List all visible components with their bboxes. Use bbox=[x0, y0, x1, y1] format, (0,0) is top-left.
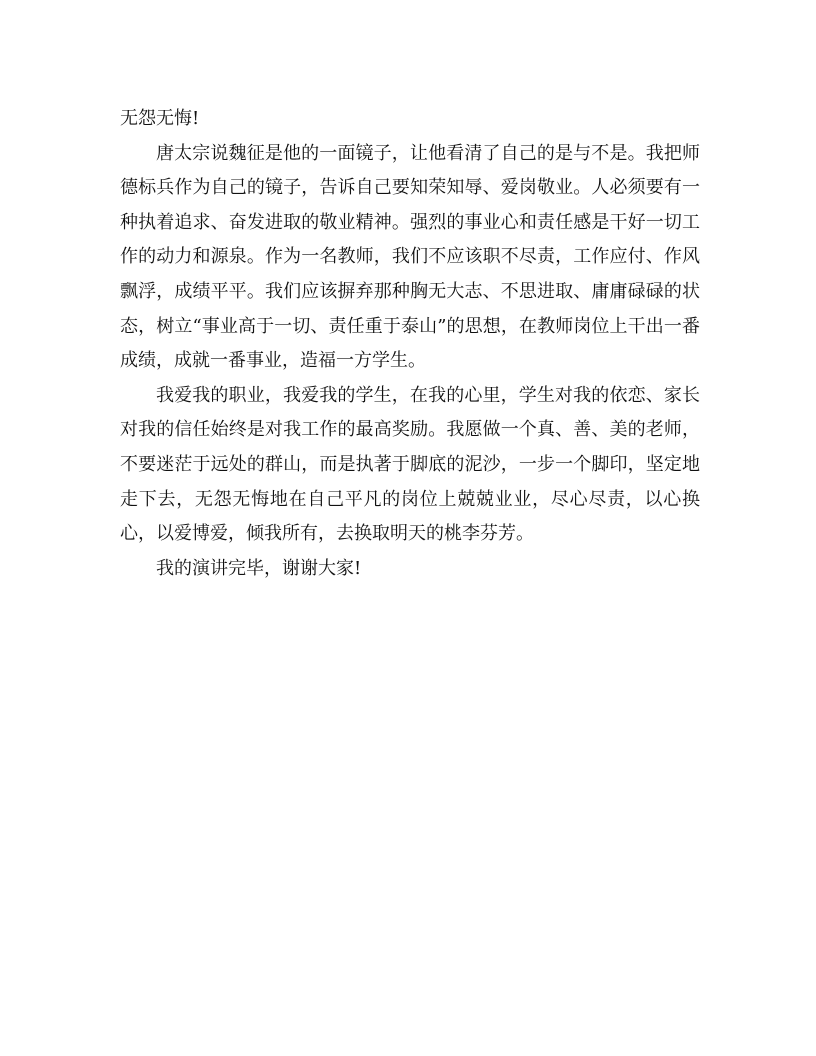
paragraph-love-profession: 我爱我的职业，我爱我的学生，在我的心里，学生对我的依恋、家长对我的信任始终是对我工作的最高奖励。我愿做一个真、善、美的老师，不要迷茫于远处的群山，而是执著于脚底的泥沙，一步一个脚印，坚定地走下去，无怨无悔地在自己平凡的岗位上兢兢业业，尽心尽责，以心换心，以爱博爱，倾我所有，去换取明天的桃李芬芳。 bbox=[120, 384, 700, 545]
paragraph-continuation: 无怨无悔! bbox=[120, 108, 200, 129]
paragraph-mirror: 唐太宗说魏征是他的一面镜子，让他看清了自己的是与不是。我把师德标兵作为自己的镜子，告诉自己要知荣知辱、爱岗敬业。人必须要有一种执着追求、奋发进取的敬业精神。强烈的事业心和责任感是干好一切工作的动力和源泉。作为一名教师，我们不应该职不尽责，工作应付、作风飘浮，成绩平平。我们应该摒弃那种胸无大志、不思进取、庸庸碌碌的状态，树立“事业高于一切、责任重于泰山”的思想，在教师岗位上干出一番成绩，成就一番事业，造福一方学生。 bbox=[120, 142, 700, 372]
document-body bbox=[120, 102, 700, 586]
paragraph-closing: 我的演讲完毕，谢谢大家! bbox=[156, 557, 362, 579]
